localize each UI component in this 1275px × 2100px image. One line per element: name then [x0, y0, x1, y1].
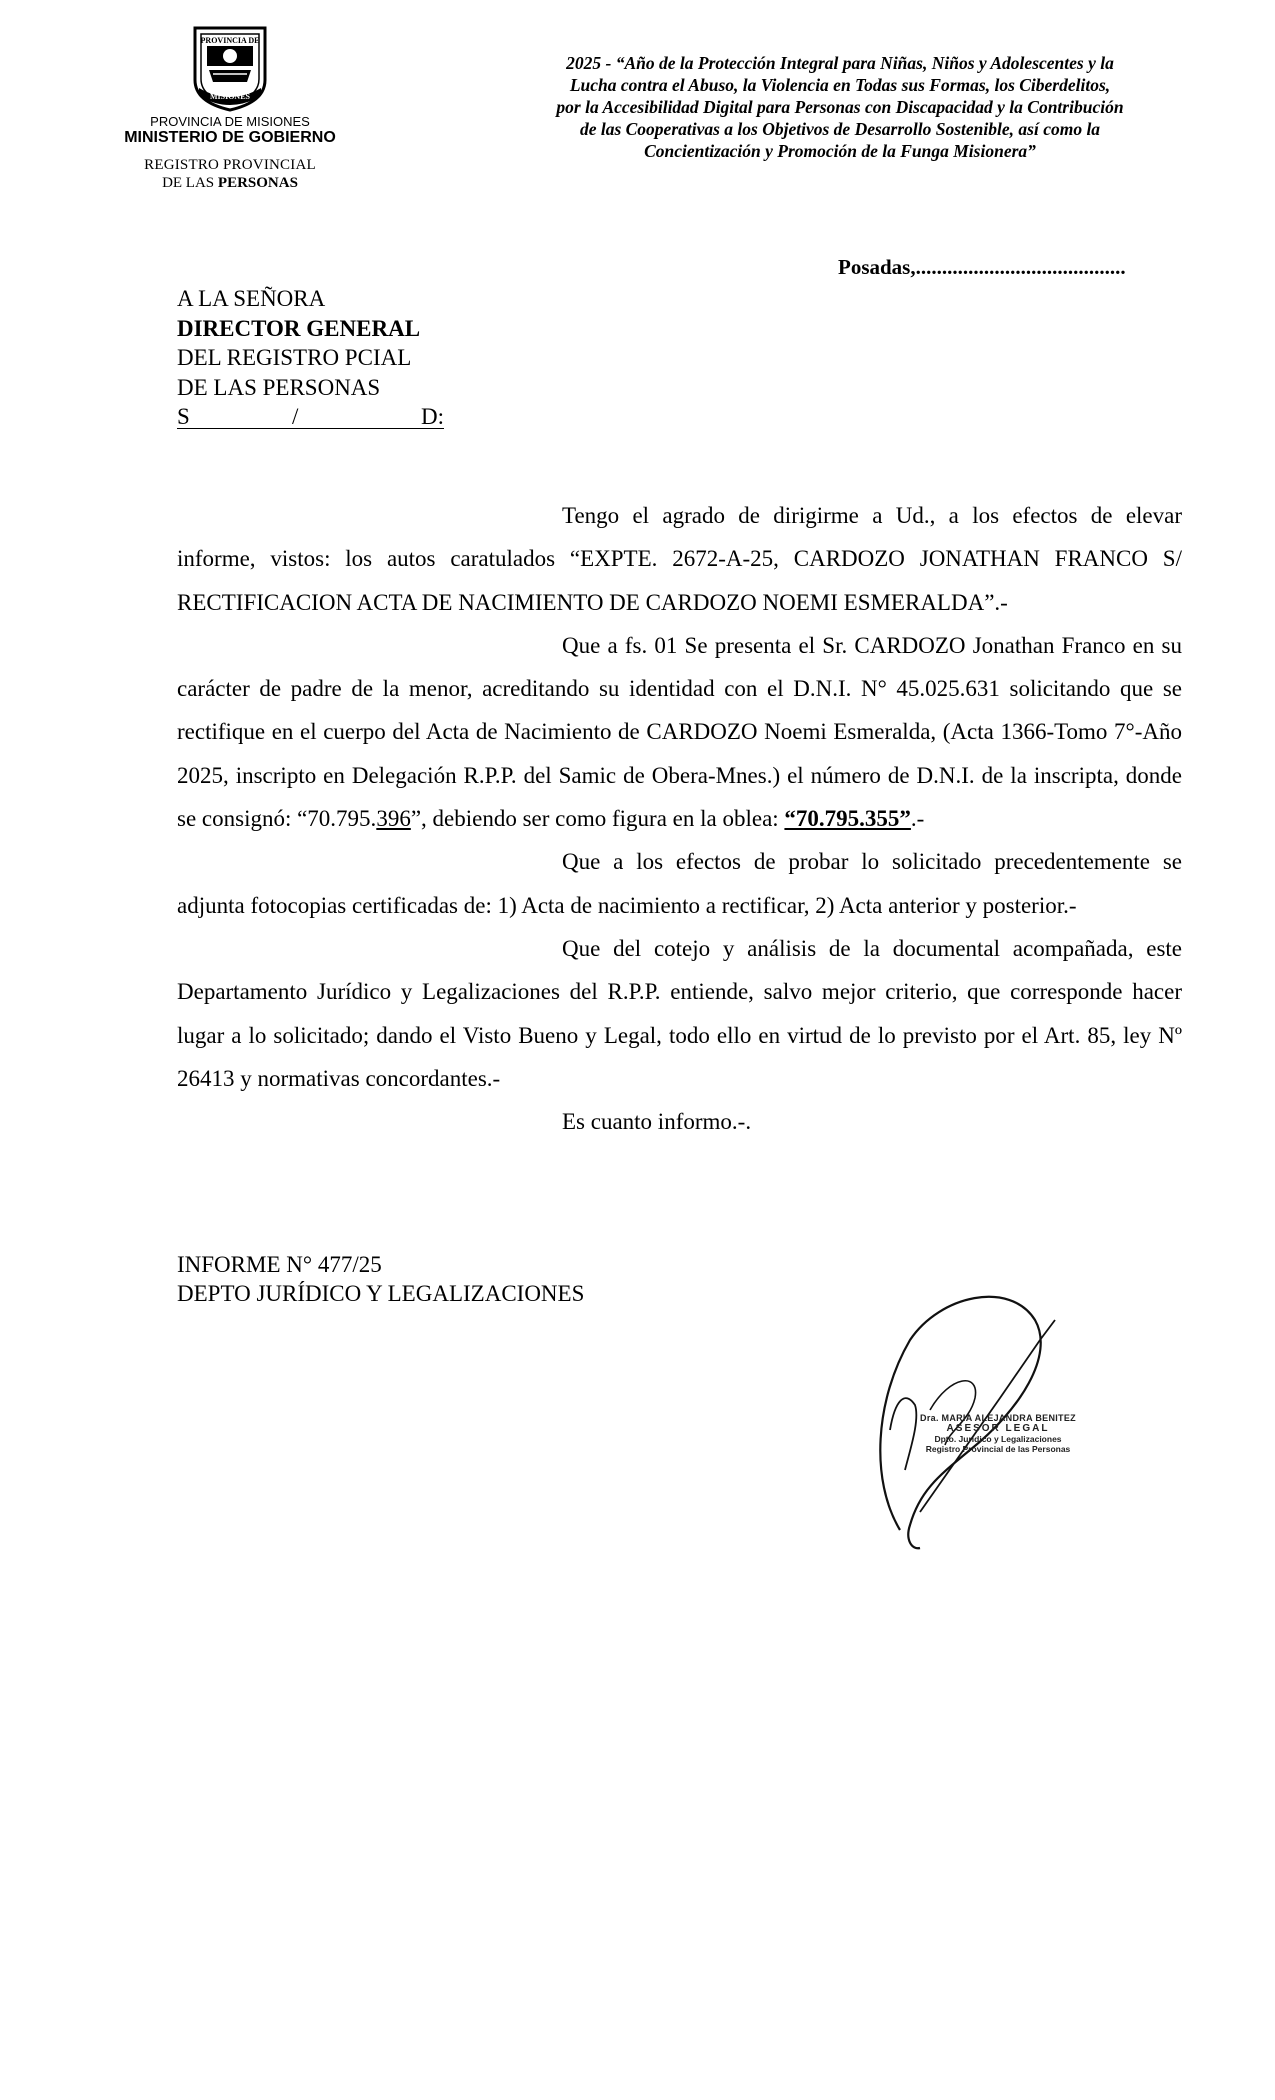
report-body	[177, 494, 1182, 1143]
motto-line: de las Cooperativas a los Objetivos de Desarrollo Sostenible, así como la	[579, 119, 1101, 139]
crest-bottom-text: MISIONES	[209, 92, 251, 101]
addressee-line1: A LA SEÑORA	[177, 286, 326, 311]
signature-stamp	[913, 1413, 1083, 1454]
crest-top-text: PROVINCIA DE	[200, 36, 260, 45]
p2-text-c: .-	[910, 806, 925, 832]
stamp-org: Registro Provincial de las Personas	[925, 1444, 1071, 1454]
addressee-block	[177, 284, 444, 437]
motto-line: Concientización y Promoción de la Funga Misionera”	[644, 141, 1036, 161]
report-department: DEPTO JURÍDICO Y LEGALIZACIONES	[177, 1281, 585, 1306]
sd-d: D:	[421, 403, 444, 429]
addressee-line4: DE LAS PERSONAS	[177, 374, 381, 400]
paragraph-evidence: Que a los efectos de probar lo solicitado precedentemente se adjunta fotocopias certificadas de: 1) Acta de nacimiento a rectificar, 2) Acta anterior y posterior.-	[177, 849, 1182, 918]
addressee-line2: DIRECTOR GENERAL	[177, 315, 421, 341]
stamp-name: Dra. MARIA ALEJANDRA BENITEZ	[920, 1413, 1076, 1423]
report-reference	[177, 1250, 584, 1308]
registry-name-line1: REGISTRO PROVINCIAL	[144, 157, 316, 173]
sd-s: S	[177, 403, 190, 429]
year-motto	[495, 52, 1185, 162]
province-name: PROVINCIA DE MISIONES	[150, 114, 310, 129]
stamp-dept: Dpto. Jurídico y Legalizaciones	[934, 1434, 1062, 1444]
paragraph-closing: Es cuanto informo.-.	[562, 1109, 752, 1135]
p2-text-b: ”, debiendo ser como figura en la oblea:	[410, 806, 785, 832]
addressee-line3: DEL REGISTRO PCIAL	[177, 345, 412, 370]
p2-correct-number: “70.795.355”	[784, 806, 911, 832]
stamp-title: ASESOR LEGAL	[946, 1423, 1050, 1434]
province-crest-icon	[187, 22, 273, 112]
letterhead	[105, 22, 355, 192]
registry-line2-a: DE LAS	[162, 175, 218, 191]
place-date: Posadas,........................................	[838, 255, 1126, 279]
sd-slash: /	[292, 403, 299, 429]
motto-line: 2025 - “Año de la Protección Integral para Niñas, Niños y Adolescentes y la	[566, 53, 1114, 73]
motto-line: por la Accesibilidad Digital para Personas con Discapacidad y la Contribución	[556, 97, 1124, 117]
motto-line: Lucha contra el Abuso, la Violencia en Todas sus Formas, los Ciberdelitos,	[569, 75, 1111, 95]
p2-text-a: Que a fs. 01 Se presenta el Sr. CARDOZO Jonathan Franco en su carácter de padre de la menor, acreditando su identidad con el D.N.I. N° 45.025.631 solicitando que se rectifique en el cuerpo del Acta de Nacimiento de CARDOZO Noemi Esmeralda, (Acta 1366-Tomo 7°-Año 2025, inscripto en Delegación R.P.P. del Samic de Obera-Mnes.) el número de D.N.I. de la inscripta, donde se consignó: “70.795.	[177, 632, 1182, 832]
report-number: INFORME N° 477/25	[177, 1252, 382, 1277]
paragraph-presentation	[177, 624, 1182, 840]
paragraph-analysis: Que del cotejo y análisis de la documental acompañada, este Departamento Jurídico y Legalizaciones del R.P.P. entiende, salvo mejor criterio, que corresponde hacer lugar a lo solicitado; dando el Visto Bueno y Legal, todo ello en virtud de lo previsto por el Art. 85, ley Nº 26413 y normativas concordantes.-	[177, 935, 1182, 1091]
paragraph-intro: Tengo el agrado de dirigirme a Ud., a los efectos de elevar informe, vistos: los autos caratulados “EXPTE. 2672-A-25, CARDOZO JONATHAN FRANCO S/ RECTIFICACION ACTA DE NACIMIENTO DE CARDOZO NOEMI ESMERALDA”.-	[177, 503, 1182, 615]
ministry-name: MINISTERIO DE GOBIERNO	[124, 129, 336, 146]
p2-underlined-number: 396	[376, 806, 411, 832]
addressee-sd	[177, 402, 444, 437]
registry-line2-b: PERSONAS	[217, 175, 298, 191]
registry-name-line2	[105, 174, 355, 192]
